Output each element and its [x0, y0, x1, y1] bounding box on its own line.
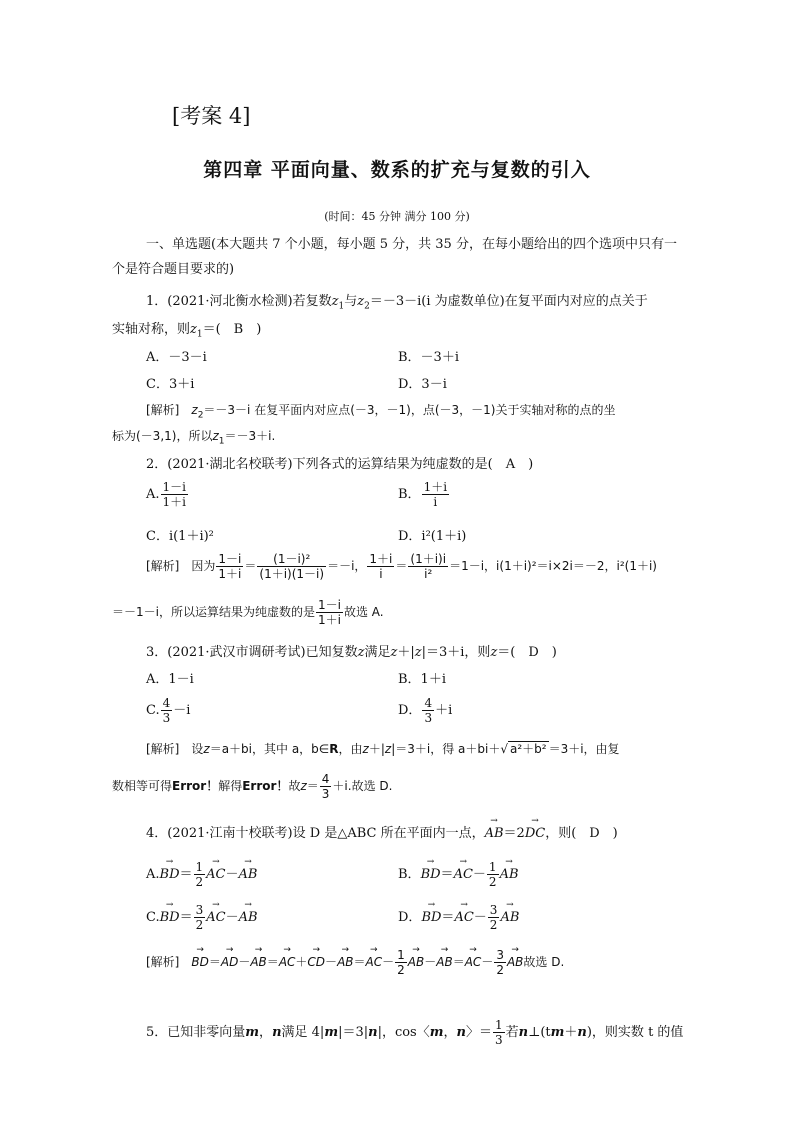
q3-option-a: A．1－i	[146, 672, 194, 687]
q2-analysis-line2: ＝－1－i，所以运算结果为纯虚数的是 $\frac{1-i}{1+i}$ 故选 A.	[112, 598, 384, 627]
q4-option-c: C.→ BD＝ $\frac{3}{2}$ → AC－→ AB	[146, 903, 258, 932]
q3-stem: 3．(2021·武汉市调研考试)已知复数z满足z＋|z|＝3＋i，则z＝( D )	[146, 645, 557, 660]
q1-option-c: C．3＋i	[146, 377, 195, 392]
q3-analysis-line1: [解析] 设z＝a＋bi，其中 a，b∈R，由z＋|z|＝3＋i，得 a＋bi＋√ a²＋b² ＝3＋i，由复	[146, 742, 620, 756]
q1-stem-line2: 实轴对称，则$z_1=$( B )	[112, 322, 262, 340]
q4-stem: 4．(2021·江南十校联考)设 D 是△ABC 所在平面内一点，→ AB＝2→ DC，则( D )	[146, 822, 618, 841]
q2-option-b: B． $\frac{1+i}{i}$	[398, 480, 448, 509]
q4-analysis: [解析]→ BD＝→ AD－→ AB＝→ AC＋→ CD－→ AB＝→ AC－ $\frac{1}{2}$ → AB－→ AB＝→ AC－ $\frac{3}{2}$ → AB故选 D.	[146, 948, 564, 977]
case-label: [考案 4]	[172, 104, 251, 128]
q1-option-d: D．3－i	[398, 377, 447, 392]
q3-option-b: B．1＋i	[398, 672, 446, 687]
q1-option-a: A．－3－i	[146, 350, 207, 365]
q3-analysis-line2: 数相等可得Error！解得Error！故z＝ $\frac{4}{3}$ ＋i.故选 D.	[112, 772, 393, 801]
q4-option-a: A.→ BD＝ $\frac{1}{2}$ → AC－→ AB	[146, 860, 257, 889]
section-intro: 一、单选题(本大题共 7 个小题，每小题 5 分，共 35 分，在每小题给出的四个选项中只有一个是符合题目要求的)	[112, 237, 677, 277]
q4-option-b: B．→ BD＝→ AC－ $\frac{1}{2}$ → AB	[398, 860, 519, 889]
q3-option-c: C. $\frac{4}{3}$ －i	[146, 696, 191, 725]
q3-option-d: D． $\frac{4}{3}$ ＋i	[398, 696, 453, 725]
q1-option-b: B．－3＋i	[398, 350, 459, 365]
q2-stem: 2．(2021·湖北名校联考)下列各式的运算结果为纯虚数的是( A )	[146, 457, 534, 472]
q1-analysis-line2: 标为(－3,1)，所以$z_1=-3+i$.	[112, 429, 276, 447]
q2-option-d: D．i²(1＋i)	[398, 529, 467, 544]
q2-analysis-line1: [解析] 因为 $\frac{1-i}{1+i}$ ＝ $\frac{\text{(1－i)²}}{(1+i)(1-i)}$ ＝－i， $\frac{1+i}{i}$ ＝ $\frac{(1+i)i}{\text{i²}}$ ＝1－i，i(1＋i)²＝i×2i＝－2，i²(1＋i)	[146, 552, 657, 581]
q2-option-a: A. $\frac{1-i}{1+i}$	[146, 480, 187, 509]
q4-option-d: D．→ BD＝→ AC－ $\frac{3}{2}$ → AB	[398, 903, 519, 932]
chapter-title: 第四章 平面向量、数系的扩充与复数的引入	[203, 159, 591, 181]
q1-analysis-line1: [解析] $z_2=-3-i$ 在复平面内对应点(－3，－1)，点(－3，－1)关于实轴对称的点的坐	[146, 403, 616, 421]
time-note: (时间：45 分钟 满分 100 分)	[324, 210, 470, 223]
q2-option-c: C．i(1＋i)²	[146, 529, 214, 544]
q1-stem-line1: 1．(2021·河北衡水检测)若复数$z_1$与$z_2=-3-i(i$ 为虚数单位)在复平面内对应的点关于	[146, 294, 648, 312]
analysis-tag: [解析]	[146, 403, 180, 417]
q5-stem: 5．已知非零向量m，n满足 4|m|＝3|n|，cos〈m，n〉＝ $\frac{1}{3}$ 若n⊥(tm＋n)，则实数 t 的值	[146, 1018, 684, 1047]
